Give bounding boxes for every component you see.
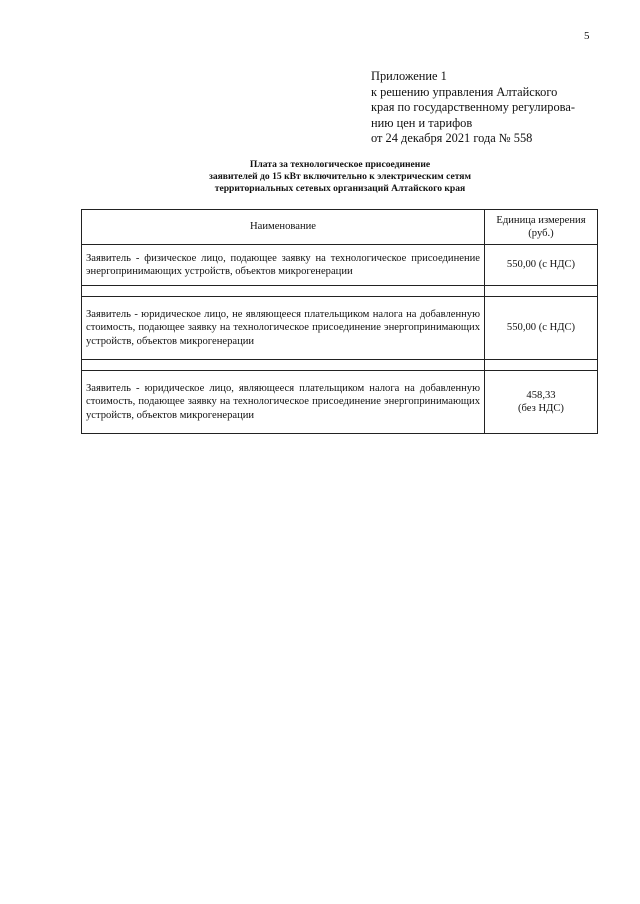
- appendix-line: нию цен и тарифов: [371, 115, 473, 130]
- price-tax-note: (без НДС): [518, 403, 564, 414]
- table-header-row: [82, 210, 598, 245]
- row-price: [485, 245, 598, 286]
- row-description: Заявитель - юридическое лицо, являющееся плательщиком налога на добавленную стоимость, подающее заявку на технологическое присоединение энергопринимающих устройств, объектов микрогенерации: [82, 371, 485, 434]
- document-heading: [120, 159, 560, 195]
- spacer-cell: [485, 286, 598, 297]
- header-unit: [485, 210, 598, 245]
- table-spacer-row: [82, 286, 598, 297]
- page-number: 5: [584, 30, 590, 42]
- appendix-line: Приложение 1: [371, 69, 447, 83]
- table-row: [82, 371, 598, 434]
- spacer-cell: [82, 286, 485, 297]
- price-value: 550,00 (с НДС): [506, 259, 576, 271]
- appendix-line: к решению управления Алтайского: [371, 84, 558, 99]
- heading-line: территориальных сетевых организаций Алтайского края: [214, 183, 466, 194]
- appendix-line: от 24 декабря 2021 года № 558: [371, 131, 533, 146]
- fee-table: [81, 209, 598, 434]
- appendix-line: края по государственному регулирова-: [371, 100, 575, 115]
- row-price: [485, 297, 598, 360]
- price-value: 458,33: [526, 389, 556, 401]
- row-description: Заявитель - юридическое лицо, не являющееся плательщиком налога на добавленную стоимость, подающее заявку на технологическое присоединение энергопринимающих устройств, объектов микрогенерации: [82, 297, 485, 360]
- appendix-block: [371, 69, 611, 147]
- table-spacer-row: [82, 360, 598, 371]
- header-name: Наименование: [82, 210, 485, 245]
- spacer-cell: [82, 360, 485, 371]
- table-row: [82, 297, 598, 360]
- price-value: 550,00 (с НДС): [506, 322, 576, 334]
- row-description: Заявитель - физическое лицо, подающее заявку на технологическое присоединение энергопринимающих устройств, объектов микрогенерации: [82, 245, 485, 286]
- header-unit-currency: (руб.): [528, 228, 554, 239]
- heading-line: Плата за технологическое присоединение: [249, 159, 431, 170]
- spacer-cell: [485, 360, 598, 371]
- row-price: [485, 371, 598, 434]
- heading-line: заявителей до 15 кВт включительно к электрическим сетям: [208, 171, 472, 182]
- table-row: [82, 245, 598, 286]
- header-unit-label: Единица измерения: [496, 214, 586, 226]
